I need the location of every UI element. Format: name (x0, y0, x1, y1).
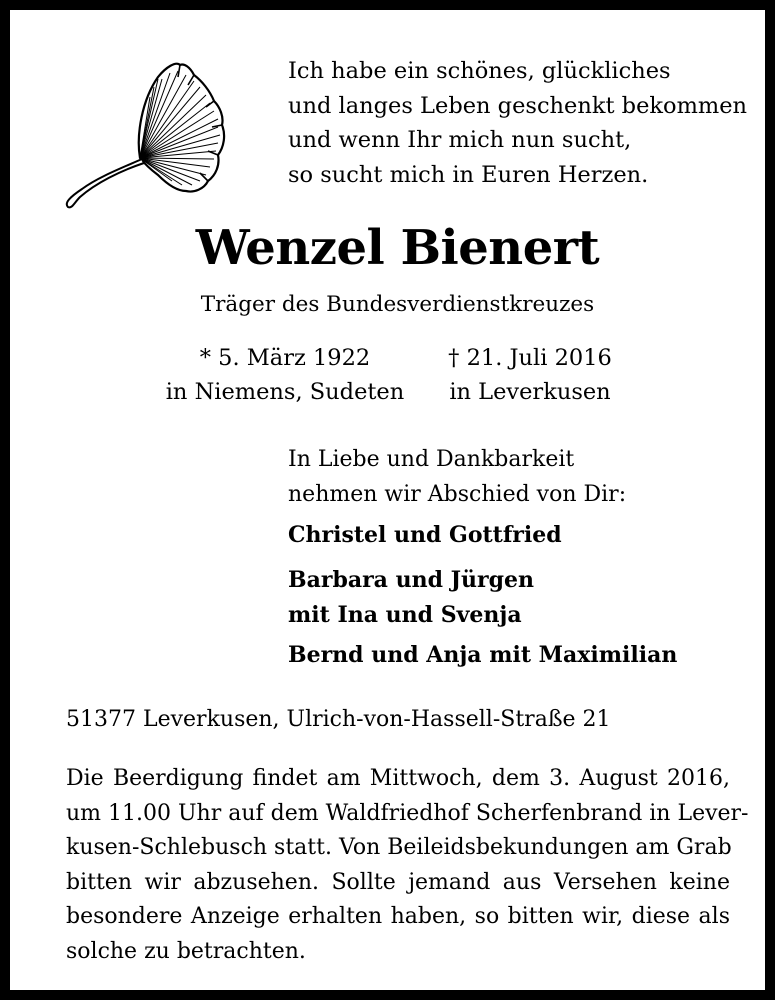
birth-date: * 5. März 1922 (199, 345, 371, 371)
death-date: † 21. Juli 2016 (448, 345, 612, 371)
mourner-group (288, 563, 758, 633)
notice-line: kusen-Schlebusch statt. Von Beileidsbekundungen am Grab (66, 835, 732, 861)
mourner-name: Christel und Gottfried (288, 522, 562, 548)
notice-line: Die Beerdigung findet am Mittwoch, dem 3. August 2016, (66, 766, 730, 791)
family-address: 51377 Leverkusen, Ulrich-von-Hassell-Straße 21 (66, 707, 611, 732)
notice-line: solche zu betrachten. (66, 938, 306, 964)
intro-line: nehmen wir Abschied von Dir: (288, 482, 627, 507)
funeral-notice (66, 762, 749, 970)
deceased-honor: Träger des Bundesverdienstkreuzes (200, 292, 595, 317)
mourner-name: Bernd und Anja mit Maximilian (288, 642, 678, 668)
quote-line: so sucht mich in Euren Herzen. (288, 161, 649, 188)
birth-info (160, 341, 410, 409)
notice-line: um 11.00 Uhr auf dem Waldfriedhof Scherfenbrand in Lever- (66, 800, 749, 826)
death-info (415, 341, 645, 409)
death-place: in Leverkusen (449, 379, 611, 405)
mourner-name: mit Ina und Svenja (288, 602, 522, 628)
mourner-group (288, 518, 758, 553)
quote-line: und wenn Ihr mich nun sucht, (288, 127, 632, 153)
mourner-name: Barbara und Jürgen (288, 567, 534, 593)
quote-line: Ich habe ein schönes, glückliches (288, 58, 671, 84)
ginkgo-leaf-icon (58, 55, 228, 210)
mourners-intro (288, 442, 758, 512)
quote-line: und langes Leben geschenkt bekommen (288, 92, 748, 119)
deceased-name: Wenzel Bienert (195, 220, 600, 276)
intro-line: In Liebe und Dankbarkeit (288, 447, 575, 472)
notice-line: bitten wir abzusehen. Sollte jemand aus Versehen keine (66, 869, 730, 895)
mourner-group (288, 638, 758, 673)
notice-line: besondere Anzeige erhalten haben, so bitten wir, diese als (66, 904, 730, 930)
birth-place: in Niemens, Sudeten (165, 379, 405, 405)
memorial-quote (288, 54, 758, 192)
